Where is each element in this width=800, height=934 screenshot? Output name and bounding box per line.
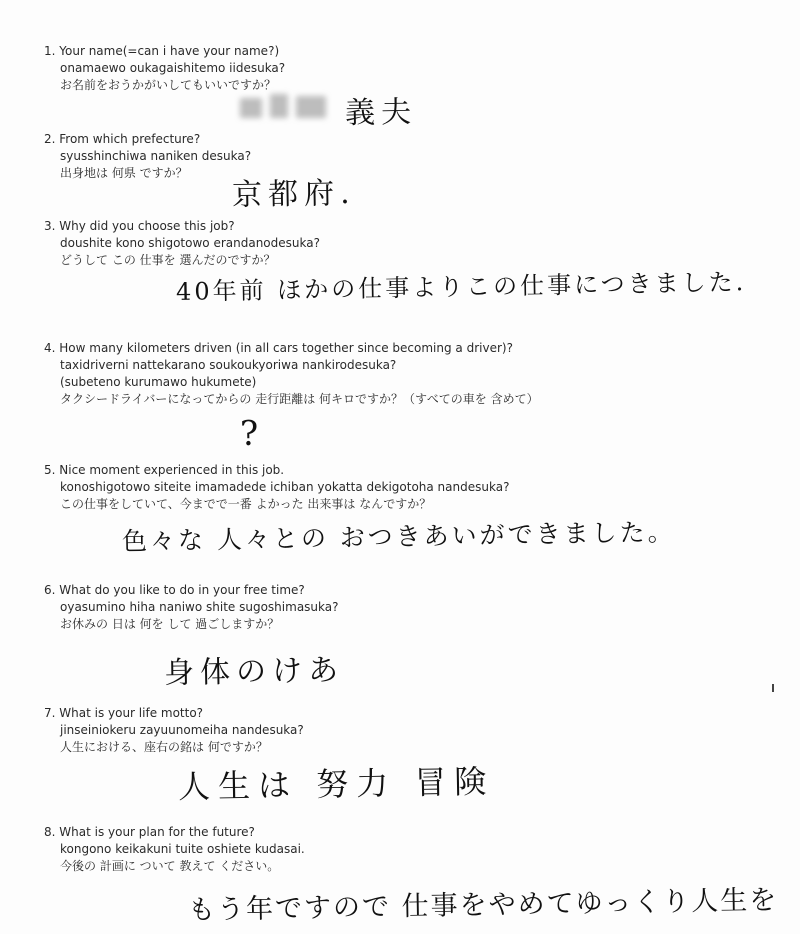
question-8-romaji: kongono keikakuni tuite oshiete kudasai. bbox=[60, 842, 305, 856]
redacted-surname bbox=[236, 92, 332, 124]
answer-5: 色々な 人々との おつきあいができました。 bbox=[121, 517, 676, 556]
question-7-romaji: jinseiniokeru zayuunomeiha nandesuka? bbox=[60, 723, 304, 737]
answer-1: 義夫 bbox=[344, 94, 418, 131]
question-4-japanese: タクシードライバーになってからの 走行距離は 何キロですか？（すべての車を 含めて） bbox=[60, 392, 539, 406]
question-2-romaji: syusshinchiwa naniken desuka? bbox=[60, 149, 252, 163]
question-5-romaji: konoshigotowo siteite imamadede ichiban yokatta dekigotoha nandesuka? bbox=[60, 480, 510, 494]
answer-2: 京都府. bbox=[231, 175, 356, 213]
question-8-japanese: 今後の 計画に ついて 教えて ください。 bbox=[60, 859, 280, 873]
question-1-english: 1. Your name(=can i have your name?) bbox=[44, 44, 280, 58]
question-4-romaji: taxidriverni nattekarano soukoukyoriwa nankirodesuka? bbox=[60, 358, 397, 372]
answer-8: もう年ですので 仕事をやめてゆっくり人生を bbox=[187, 884, 779, 926]
question-2-english: 2. From which prefecture? bbox=[44, 132, 201, 146]
question-3 bbox=[44, 218, 744, 269]
question-4-english: 4. How many kilometers driven (in all cars together since becoming a driver)? bbox=[44, 341, 513, 355]
question-3-english: 3. Why did you choose this job? bbox=[44, 219, 235, 233]
question-5 bbox=[44, 462, 744, 513]
question-6-japanese: お休みの 日は 何を して 過ごしますか？ bbox=[60, 617, 280, 631]
question-1-japanese: お名前をおうかがいしてもいいですか？ bbox=[60, 78, 277, 92]
scan-speck bbox=[772, 684, 774, 692]
question-5-english: 5. Nice moment experienced in this job. bbox=[44, 463, 285, 477]
answer-7: 人生は 努力 冒険 bbox=[177, 762, 495, 806]
answer-3: 40年前 ほかの仕事よりこの仕事につきました. bbox=[175, 268, 747, 306]
question-6-romaji: oyasumino hiha naniwo shite sugoshimasuka? bbox=[60, 600, 339, 614]
question-3-romaji: doushite kono shigotowo erandanodesuka? bbox=[60, 236, 320, 250]
question-1-romaji: onamaewo oukagaishitemo iidesuka? bbox=[60, 61, 286, 75]
question-4-romaji-note: (subeteno kurumawo hukumete) bbox=[60, 375, 257, 389]
question-7 bbox=[44, 705, 744, 756]
question-6 bbox=[44, 582, 744, 633]
question-7-english: 7. What is your life motto? bbox=[44, 706, 204, 720]
question-4 bbox=[44, 340, 744, 408]
question-3-japanese: どうして この 仕事を 選んだのですか？ bbox=[60, 253, 276, 267]
question-8 bbox=[44, 824, 744, 875]
question-8-english: 8. What is your plan for the future? bbox=[44, 825, 255, 839]
answer-6: 身体のけあ bbox=[163, 652, 345, 691]
answer-4: ? bbox=[239, 413, 265, 454]
question-2-japanese: 出身地は 何県 ですか？ bbox=[60, 166, 188, 180]
question-5-japanese: この仕事をしていて、今までで一番 よかった 出来事は なんですか？ bbox=[60, 497, 432, 511]
question-7-japanese: 人生における、座右の銘は 何ですか？ bbox=[60, 740, 268, 754]
question-2 bbox=[44, 131, 744, 182]
question-6-english: 6. What do you like to do in your free time? bbox=[44, 583, 305, 597]
